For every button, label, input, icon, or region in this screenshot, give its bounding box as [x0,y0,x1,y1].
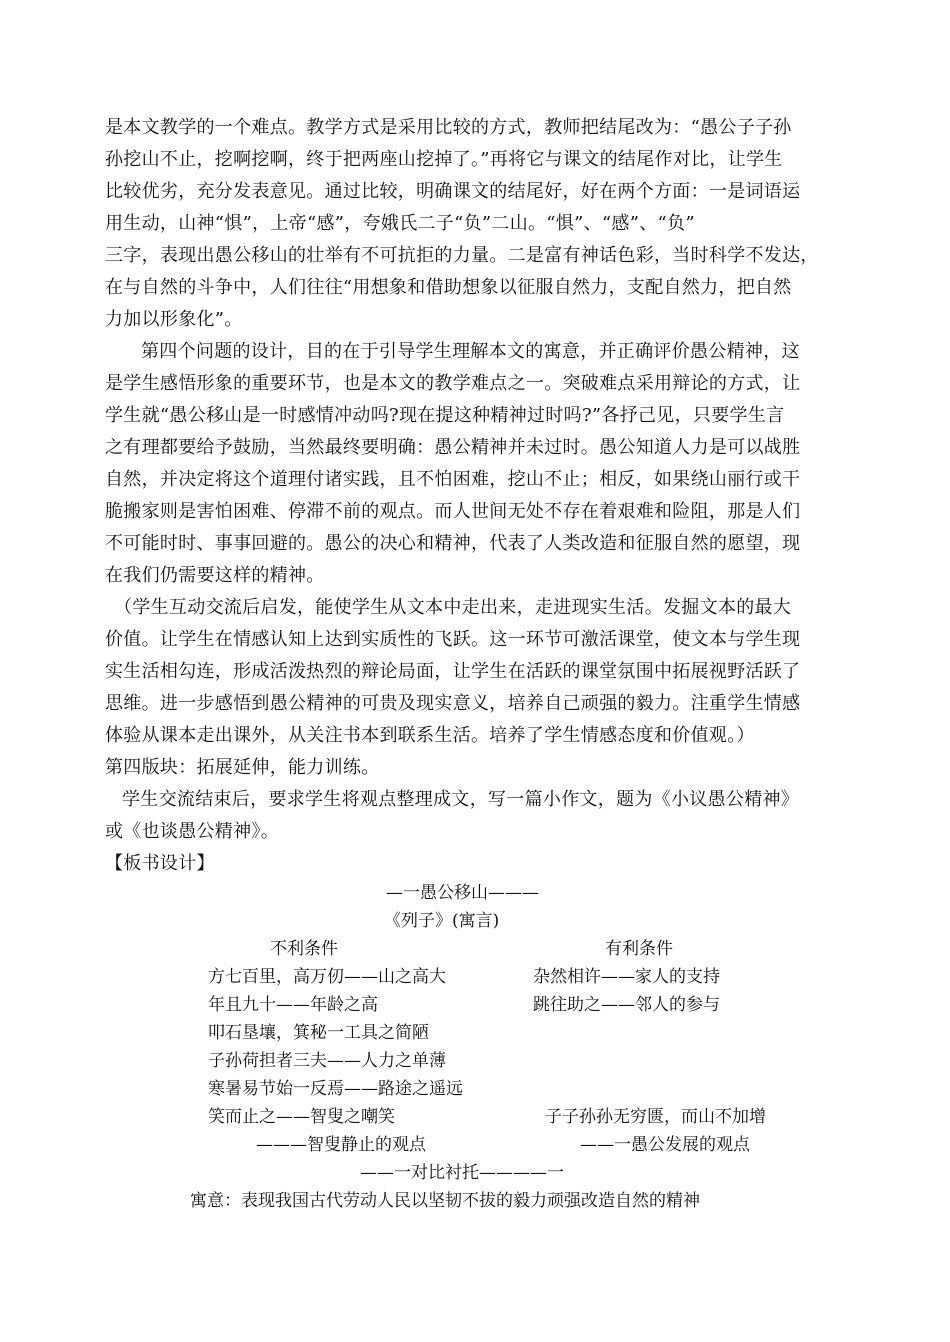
board-heading: 【板书设计】 [105,853,215,874]
text-line: 学生交流结束后，要求学生将观点整理成文，写一篇小作文，题为《小议愚公精神》 [122,789,800,810]
text-line: 不可能时时、事事回避的。愚公的决心和精神，代表了人类改造和征服自然的愿望，现 [105,533,801,554]
board-left-item: 年且九十——年龄之高 [208,995,378,1015]
text-line: 思维。进一步感悟到愚公精神的可贵及现实意义，培养自己顽强的毅力。注重学生情感 [105,693,801,714]
board-right-view: ——一愚公发展的观点 [580,1135,750,1155]
board-right-item: 跳往助之——邻人的参与 [533,995,720,1015]
text-line: 三字，表现出愚公移山的壮举有不可抗拒的力量。二是富有神话色彩，当时科学不发达， [105,245,819,266]
text-line: 自然，并决定将这个道理付诸实践，且不怕困难，挖山不止；相反，如果绕山丽行或干 [105,469,801,490]
board-left-view: ———智叟静止的观点 [256,1135,426,1155]
board-right-item: 杂然相许——家人的支持 [533,967,720,987]
text-line: 在与自然的斗争中，人们往往“用想象和借助想象以征服自然力，支配自然力，把自然 [105,277,792,298]
board-left-item: 方七百里，高万仞——山之高大 [208,967,446,987]
board-left-item: 子孙荷担者三夫——人力之单薄 [208,1051,446,1071]
board-left-item: 寒暑易节始一反焉——路途之遥远 [208,1079,463,1099]
text-line: 是本文教学的一个难点。教学方式是采用比较的方式，教师把结尾改为：“愚公子子孙 [105,117,792,138]
text-line: （学生互动交流后启发，能使学生从文本中走出来，走进现实生活。发掘文本的最大 [114,597,792,618]
board-contrast: ——一对比衬托————一 [360,1163,564,1183]
text-line: 体验从课本走出课外，从关注书本到联系生活。培养了学生情感态度和价值观。） [105,725,755,746]
text-line: 价值。让学生在情感认知上达到实质性的飞跃。这一环节可激活课堂，使文本与学生现 [105,629,801,650]
text-line: 第四个问题的设计，目的在于引导学生理解本文的寓意，并正确评价愚公精神，这 [141,341,800,362]
text-line: 实生活相勾连，形成活泼热烈的辩论局面，让学生在活跃的课堂氛围中拓展视野活跃了 [105,661,801,682]
text-line: 比较优劣，充分发表意见。通过比较，明确课文的结尾好，好在两个方面：一是词语运 [105,181,801,202]
text-line: 脆搬家则是害怕困难、停滞不前的观点。而人世间无处不存在着艰难和险阻，那是人们 [105,501,801,522]
board-moral: 寓意：表现我国古代劳动人民以坚韧不拔的毅力顽强改造自然的精神 [190,1191,700,1211]
board-title: —一愚公移山——— [386,883,539,903]
board-left-item: 叩石垦壤，箕秘一工具之简陋 [208,1023,429,1043]
text-line: 学生就“愚公移山是一时感情冲动吗?现在提这种精神过时吗?”各抒己见，只要学生言 [105,405,785,426]
text-line: 孙挖山不止，挖啊挖啊，终于把两座山挖掉了。”再将它与课文的结尾作对比，让学生 [105,149,783,170]
text-line: 力加以形象化”。 [105,309,243,330]
text-line: 之有理都要给予鼓励，当然最终要明确：愚公精神并未过时。愚公知道人力是可以战胜 [105,437,801,458]
text-line: 在我们仍需要这样的精神。 [105,565,325,586]
text-line: 或《也谈愚公精神》。 [105,821,279,842]
board-right-header: 有利条件 [605,939,673,959]
section-title: 第四版块：拓展延伸，能力训练。 [105,757,380,778]
board-left-header: 不利条件 [270,939,338,959]
text-line: 是学生感悟形象的重要环节，也是本文的教学难点之一。突破难点采用辩论的方式，让 [105,373,801,394]
text-line: 用生动，山神“惧”，上帝“感”，夸娥氏二子“负”二山。“惧”、“感”、“负” [105,213,695,234]
board-left-item: 笑而止之——智叟之嘲笑 [208,1107,395,1127]
board-source: 《列子》(寓言) [384,911,500,931]
board-right-bottom: 子子孙孙无穷匮，而山不加增 [545,1107,766,1127]
